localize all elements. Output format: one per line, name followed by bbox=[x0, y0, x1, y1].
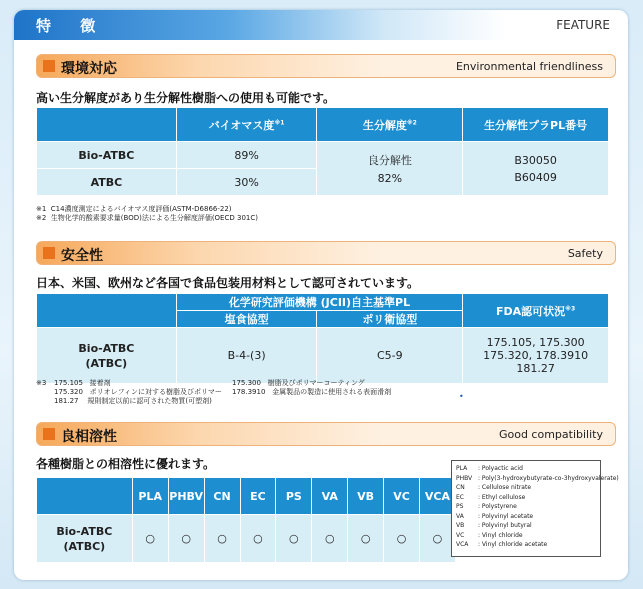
compat-col: PS bbox=[276, 478, 312, 515]
env-col-biodeg bbox=[317, 108, 463, 142]
env-col-biodeg-sup: ※2 bbox=[406, 118, 417, 126]
env-header-blank bbox=[37, 108, 177, 142]
note-text: 規則制定以前に認可された物質(可塑剤) bbox=[87, 397, 212, 405]
env-pla-cell bbox=[463, 142, 609, 196]
compat-col: CN bbox=[204, 478, 240, 515]
env-col-biomass bbox=[176, 108, 317, 142]
legend-abbr: PS bbox=[456, 503, 464, 510]
env-biodeg-cell bbox=[317, 142, 463, 196]
safety-lead: 日本、米国、欧州など各国で食品包装用材料として認可されています。 bbox=[36, 276, 420, 290]
compat-mark: ○ bbox=[276, 515, 312, 563]
legend-abbr: VC bbox=[456, 531, 465, 539]
feature-header bbox=[14, 10, 628, 40]
compat-mark: ○ bbox=[384, 515, 420, 563]
env-title: 環境対応 bbox=[61, 61, 117, 77]
legend-abbr: VA bbox=[456, 512, 464, 520]
legend-text: : Cellulose nitrate bbox=[478, 484, 532, 491]
legend-row bbox=[456, 512, 596, 522]
legend-row bbox=[456, 521, 596, 531]
safety-col-jcii: 化学研究評価機構 (JCII)自主基準PL bbox=[176, 294, 462, 311]
safety-section-bar bbox=[36, 241, 616, 265]
legend-row bbox=[456, 483, 596, 493]
compat-row-name-2: (ATBC) bbox=[63, 539, 106, 553]
compat-mark: ○ bbox=[419, 515, 455, 563]
compat-table bbox=[36, 477, 456, 563]
legend-row bbox=[456, 531, 596, 541]
env-pla-1: B30050 bbox=[514, 153, 557, 167]
note-text: 金属製品の製造に使用される表面滑剤 bbox=[272, 388, 392, 396]
env-note-1 bbox=[36, 205, 232, 214]
env-title-en: Environmental friendliness bbox=[455, 60, 603, 73]
safety-fda-cell bbox=[463, 328, 609, 384]
legend-text: : Poly(3-hydroxybutyrate-co-3hydroxyvalerate) bbox=[478, 474, 619, 482]
safety-note-right-2 bbox=[232, 388, 391, 397]
legend-row bbox=[456, 493, 596, 503]
safety-row-name-1: Bio-ATBC bbox=[78, 341, 135, 355]
legend-row bbox=[456, 502, 596, 512]
safety-row-name-2: (ATBC) bbox=[85, 356, 128, 370]
compat-col: EC bbox=[240, 478, 276, 515]
note-code: 175.300 bbox=[232, 379, 261, 387]
compat-col: PHBV bbox=[168, 478, 204, 515]
note-text: 樹脂及びポリマーコーティング bbox=[267, 379, 365, 387]
compat-title: 良相溶性 bbox=[61, 429, 117, 445]
compat-mark: ○ bbox=[312, 515, 348, 563]
env-biomass-bio-atbc: 89% bbox=[176, 142, 317, 169]
compat-lead: 各種樹脂との相溶性に優れます。 bbox=[36, 457, 216, 471]
legend-row bbox=[456, 474, 619, 484]
section-marker-icon bbox=[43, 60, 55, 72]
safety-col-fda-sup: ※3 bbox=[565, 304, 576, 312]
safety-fda-1: 175.105, 175.300 bbox=[486, 336, 585, 349]
env-note-2 bbox=[36, 214, 258, 223]
safety-col-pvc: 塩食協型 bbox=[176, 311, 317, 328]
safety-poly-value: C5-9 bbox=[317, 328, 463, 384]
safety-note-left-1 bbox=[54, 379, 111, 388]
compat-mark: ○ bbox=[240, 515, 276, 563]
compat-mark: ○ bbox=[132, 515, 168, 563]
legend-row bbox=[456, 464, 596, 474]
note-code: 178.3910 bbox=[232, 388, 266, 396]
legend-text: : Polyactic acid bbox=[478, 465, 523, 472]
env-note-1-text: C14濃度測定によるバイオマス度評価(ASTM-D6866-22) bbox=[50, 205, 232, 213]
feature-card bbox=[14, 10, 628, 580]
env-note-2-text: 生物化学的酸素要求量(BOD)法による生分解度評価(OECD 301C) bbox=[50, 214, 258, 222]
safety-note-left-2 bbox=[54, 388, 222, 397]
compat-col: VA bbox=[312, 478, 348, 515]
compat-row-label bbox=[37, 515, 133, 563]
env-pla-2: B60409 bbox=[514, 170, 557, 184]
legend-abbr: PHBV bbox=[456, 474, 473, 482]
compat-row-name-1: Bio-ATBC bbox=[56, 524, 113, 538]
note-code: 175.320 bbox=[54, 388, 83, 396]
env-lead: 高い生分解度があり生分解性樹脂への使用も可能です。 bbox=[36, 91, 336, 105]
env-biomass-atbc: 30% bbox=[176, 169, 317, 196]
legend-text: : Vinyl chloride acetate bbox=[478, 541, 548, 548]
legend-text: : Polyvinyl acetate bbox=[478, 512, 534, 520]
env-row-bio-atbc: Bio-ATBC bbox=[37, 142, 177, 169]
legend-abbr: CN bbox=[456, 484, 465, 491]
safety-note-mark: ※3 bbox=[36, 379, 47, 387]
safety-row-label bbox=[37, 328, 177, 384]
env-note-2-mark: ※2 bbox=[36, 214, 47, 222]
env-col-biodeg-label: 生分解度 bbox=[362, 118, 407, 132]
section-marker-icon bbox=[43, 247, 55, 259]
env-table bbox=[36, 107, 609, 196]
compat-col: PLA bbox=[132, 478, 168, 515]
legend-abbr: VB bbox=[456, 522, 465, 529]
safety-fda-2: 175.320, 178.3910 bbox=[483, 349, 589, 362]
note-code: 175.105 bbox=[54, 379, 83, 387]
safety-fda-3: 181.27 bbox=[516, 362, 555, 375]
safety-note-left-3 bbox=[54, 397, 212, 406]
note-text: ポリオレフィンに対する樹脂及びポリマー bbox=[89, 388, 222, 396]
page-title: 特 徴 bbox=[36, 17, 108, 35]
legend-text: : Polystyrene bbox=[478, 503, 517, 510]
legend-abbr: PLA bbox=[456, 465, 468, 472]
safety-header-blank bbox=[37, 294, 177, 328]
env-row-atbc: ATBC bbox=[37, 169, 177, 196]
env-col-pla: 生分解性プラPL番号 bbox=[463, 108, 609, 142]
env-biodeg-label: 良分解性 bbox=[367, 154, 412, 167]
safety-table bbox=[36, 293, 609, 384]
compat-mark: ○ bbox=[168, 515, 204, 563]
legend-abbr: VCA bbox=[456, 541, 469, 548]
safety-title: 安全性 bbox=[61, 248, 103, 264]
legend-text: : Vinyl chloride bbox=[478, 531, 523, 539]
safety-col-fda-label: FDA認可状況 bbox=[495, 304, 566, 318]
env-biodeg-value: 82% bbox=[377, 172, 403, 185]
legend-text: : Ethyl cellulose bbox=[478, 493, 526, 501]
compat-mark: ○ bbox=[204, 515, 240, 563]
legend-row bbox=[456, 540, 596, 550]
compat-col: VB bbox=[348, 478, 384, 515]
env-col-biomass-sup: ※1 bbox=[274, 118, 285, 126]
safety-col-fda bbox=[463, 294, 609, 328]
env-section-bar bbox=[36, 54, 616, 78]
compat-title-en: Good compatibility bbox=[498, 428, 603, 441]
legend-text: : Polyvinyl butyral bbox=[478, 522, 532, 529]
page-title-en: FEATURE bbox=[556, 18, 610, 32]
safety-col-poly: ポリ衛協型 bbox=[317, 311, 463, 328]
env-note-1-mark: ※1 bbox=[36, 205, 47, 213]
env-col-biomass-label: バイオマス度 bbox=[208, 118, 275, 132]
compat-col: VC bbox=[384, 478, 420, 515]
compat-col: VCA bbox=[419, 478, 455, 515]
note-code: 181.27 bbox=[54, 397, 79, 405]
abbreviation-legend bbox=[451, 460, 619, 557]
compat-section-bar bbox=[36, 422, 616, 446]
stray-dot: • bbox=[459, 392, 464, 401]
safety-pvc-value: B-4-(3) bbox=[176, 328, 317, 384]
note-text: 接着剤 bbox=[89, 379, 111, 387]
safety-title-en: Safety bbox=[567, 247, 603, 260]
compat-header-blank bbox=[37, 478, 133, 515]
section-marker-icon bbox=[43, 428, 55, 440]
compat-mark: ○ bbox=[348, 515, 384, 563]
safety-note-right-1 bbox=[232, 379, 365, 388]
legend-abbr: EC bbox=[456, 493, 464, 501]
